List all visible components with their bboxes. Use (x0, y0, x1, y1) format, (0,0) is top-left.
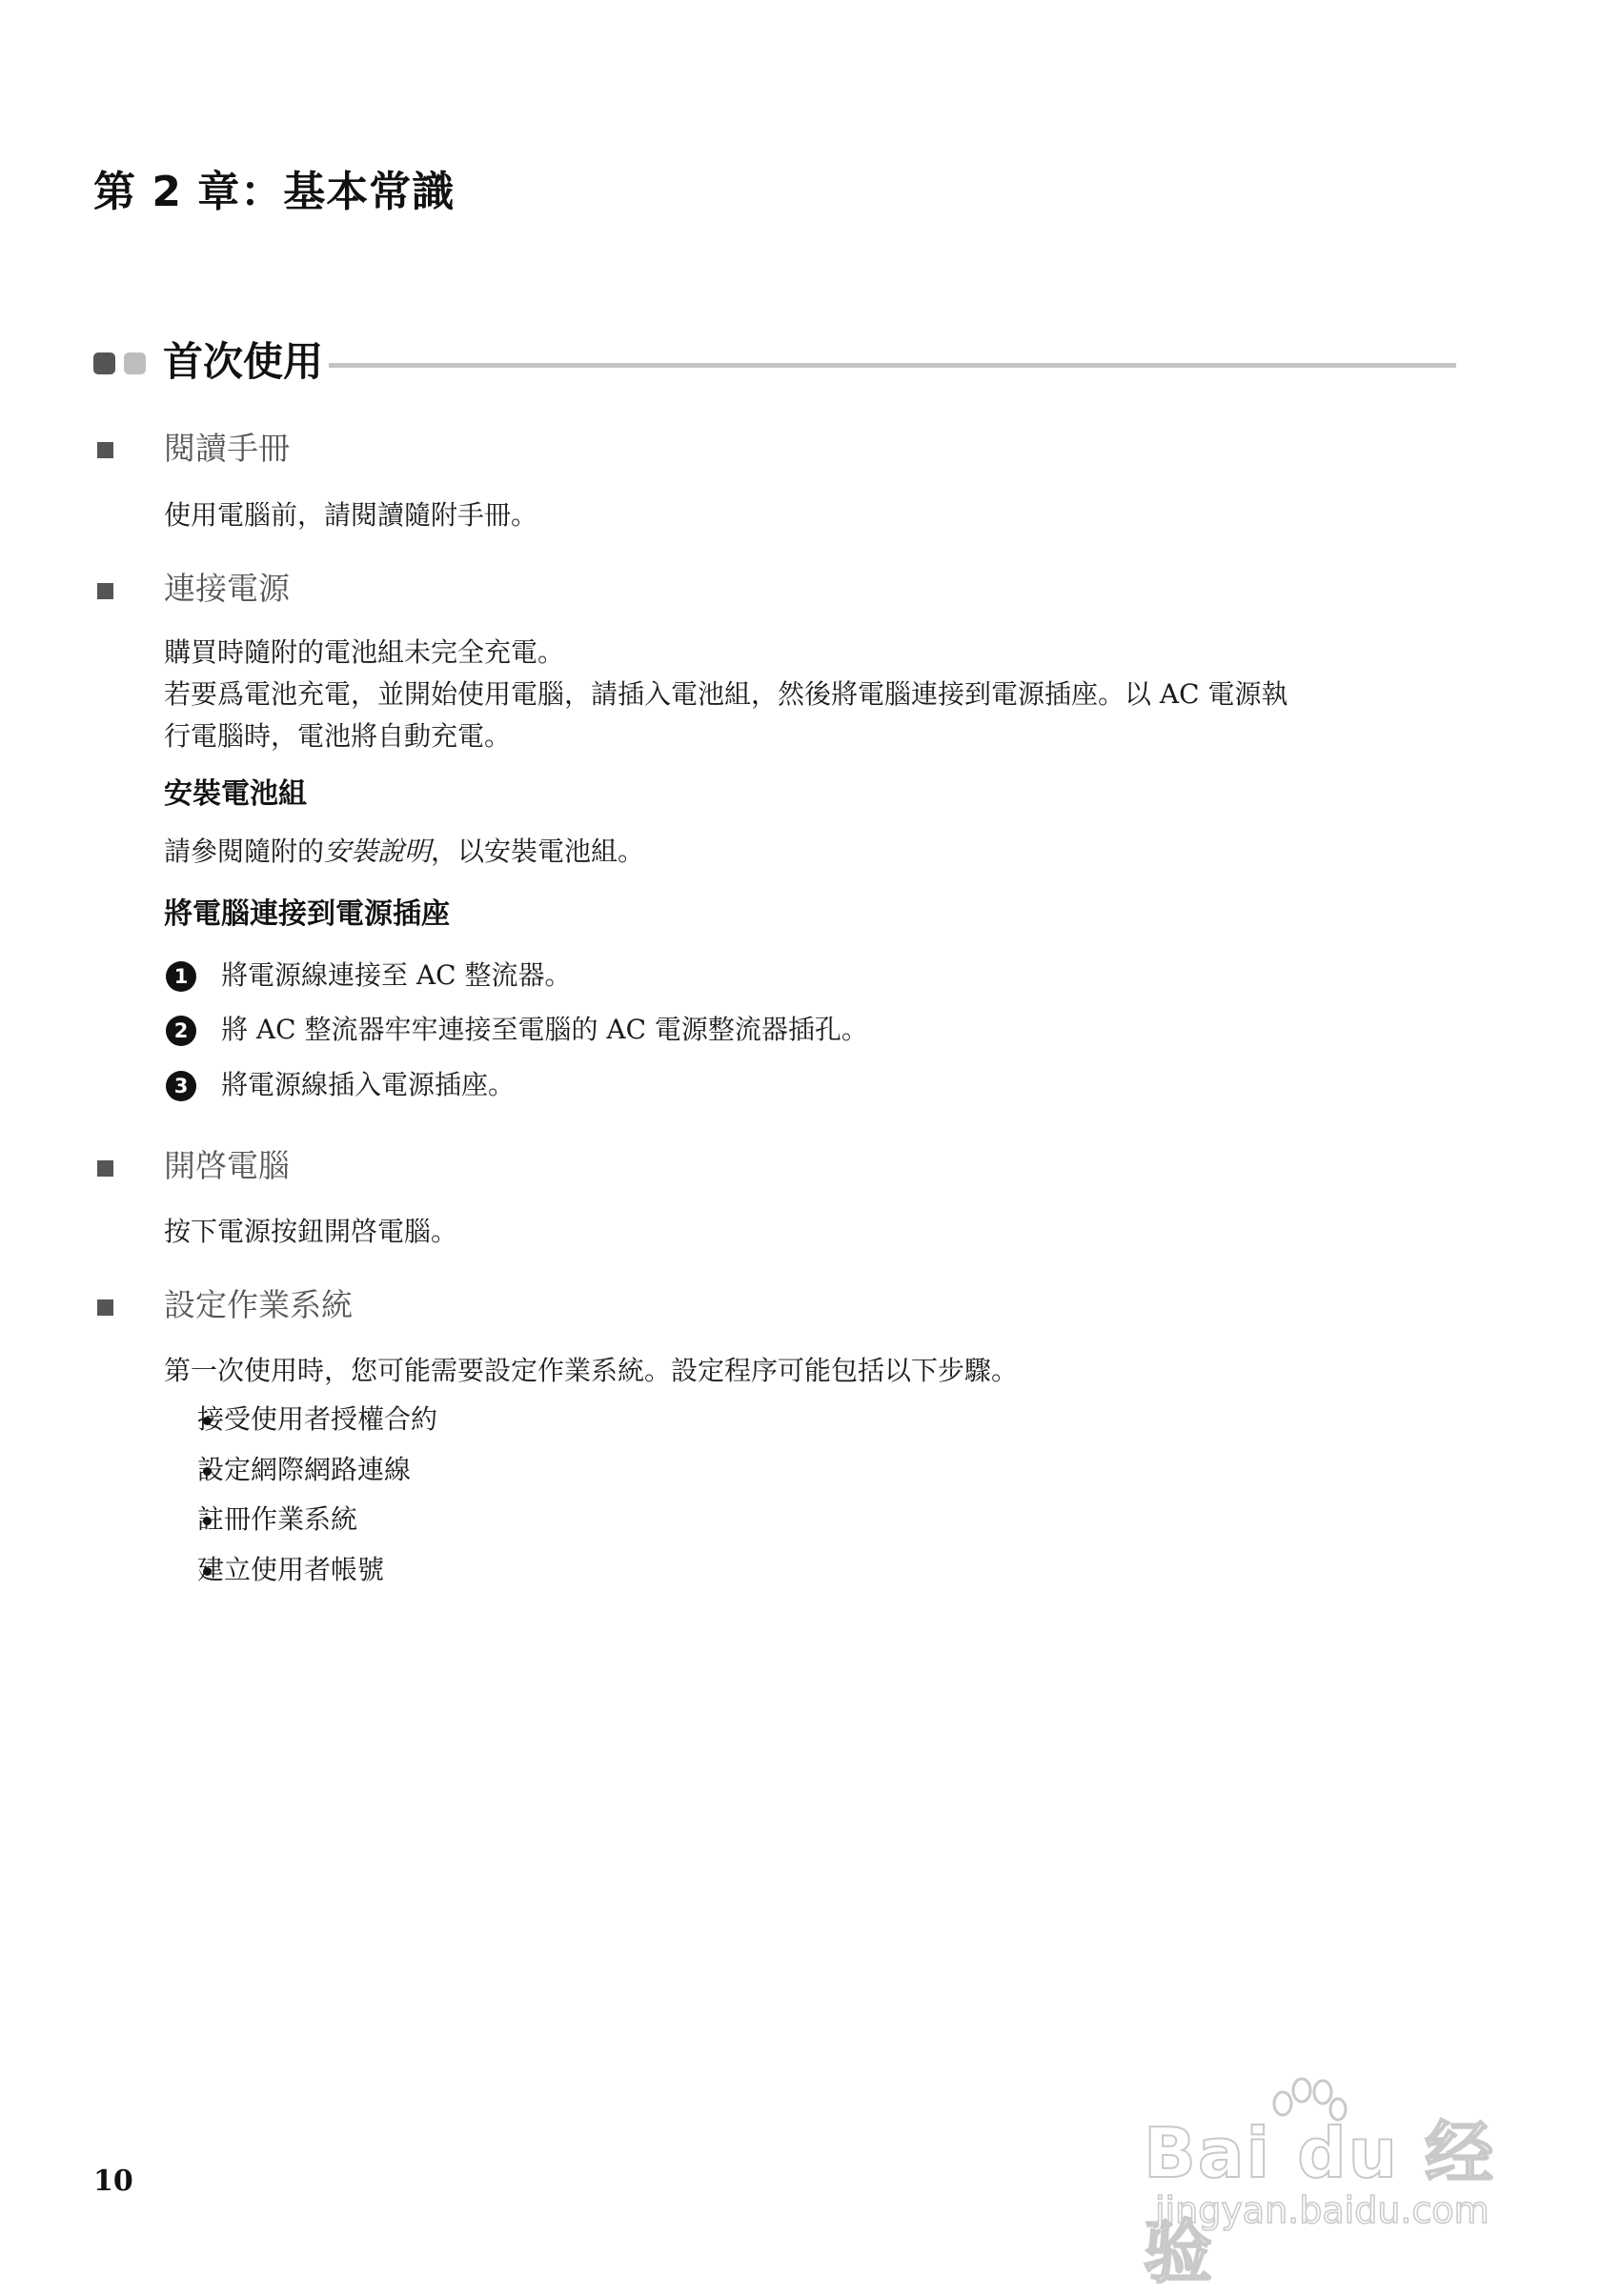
subheading-os-setup: 設定作業系統 (164, 1286, 353, 1323)
square-bullet-icon (97, 442, 113, 458)
install-battery-heading: 安裝電池組 (164, 777, 307, 811)
connect-outlet-heading: 將電腦連接到電源插座 (164, 897, 450, 931)
connect-power-line-1: 購買時隨附的電池組未完全充電。 (164, 636, 565, 668)
square-bullet-icon (97, 1160, 113, 1177)
square-bullet-icon (97, 583, 113, 599)
chapter-title: 第 2 章：基本常識 (93, 168, 456, 216)
section-rule (329, 363, 1456, 368)
step-text: 將電源線插入電源插座。 (221, 1069, 516, 1100)
connect-power-line-3: 行電腦時，電池將自動充電。 (164, 720, 512, 752)
subheading-power-on: 開啓電腦 (164, 1147, 290, 1184)
os-setup-text: 第一次使用時，您可能需要設定作業系統。設定程序可能包括以下步驟。 (164, 1355, 1019, 1386)
install-text-prefix: 請參閱隨附的 (164, 836, 325, 867)
power-on-text: 按下電源按鈕開啓電腦。 (164, 1216, 458, 1247)
section-heading (93, 333, 1456, 391)
step-number-icon: 3 (166, 1071, 196, 1101)
section-marker-dark (93, 352, 115, 374)
subheading-read-manual: 閱讀手冊 (164, 430, 290, 467)
list-item: 建立使用者帳號 (197, 1554, 385, 1585)
step-text: 將電源線連接至 AC 整流器。 (221, 959, 572, 991)
read-manual-text: 使用電腦前，請閱讀隨附手冊。 (164, 499, 538, 531)
page-number: 10 (93, 2165, 133, 2198)
install-text-suffix: ，以安裝電池組。 (431, 836, 645, 867)
list-item: 設定網際網路連線 (197, 1454, 412, 1485)
watermark-url: jingyan.baidu.com (1155, 2189, 1490, 2231)
subheading-connect-power: 連接電源 (164, 570, 290, 607)
step-number-icon: 2 (166, 1016, 196, 1046)
install-instructions-title: 安裝說明 (324, 836, 432, 867)
list-item: 註冊作業系統 (197, 1503, 358, 1535)
step-text: 將 AC 整流器牢牢連接至電腦的 AC 電源整流器插孔。 (221, 1014, 868, 1045)
watermark-logo (1144, 2077, 1525, 2292)
install-battery-text (164, 832, 1460, 872)
list-item: 接受使用者授權合約 (197, 1403, 438, 1435)
step-number-icon: 1 (166, 961, 196, 992)
square-bullet-icon (97, 1299, 113, 1316)
connect-power-line-2: 若要爲電池充電，並開始使用電腦，請插入電池組，然後將電腦連接到電源插座。以 AC 電源執 (164, 678, 1288, 710)
section-title: 首次使用 (163, 338, 324, 385)
section-marker-light (124, 352, 146, 374)
watermark-brand: Bai du 经验 (1144, 2113, 1496, 2292)
